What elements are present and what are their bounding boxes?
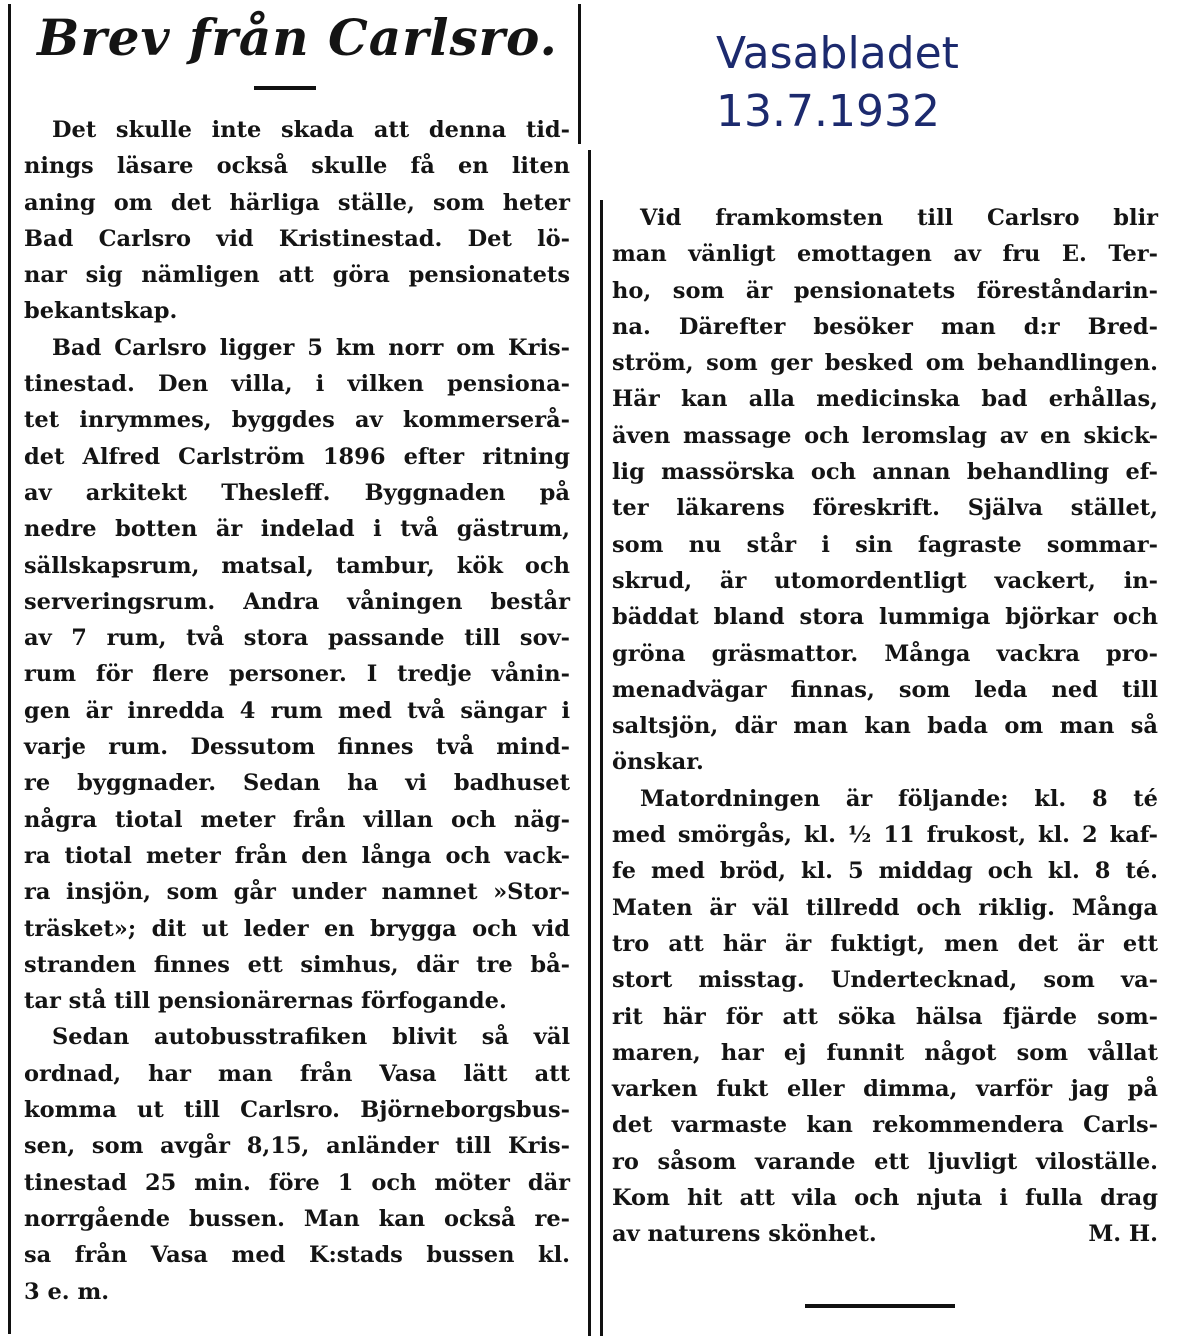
text-line: norrgående bussen. Man kan också re- — [24, 1205, 570, 1232]
text-line: stranden finnes ett simhus, där tre bå- — [24, 951, 570, 978]
headline-divider — [254, 86, 316, 90]
column-rule-right — [600, 200, 603, 1336]
article-column-right — [612, 200, 1158, 1253]
text-line: det Alfred Carlström 1896 efter ritning — [24, 443, 570, 470]
text-line: menadvägar finnas, som leda ned till — [612, 676, 1158, 703]
text-line: även massage och leromslag av en skick- — [612, 422, 1158, 449]
text-line: det varmaste kan rekommendera Carls- — [612, 1112, 1158, 1139]
text-line: sen, som avgår 8,15, anländer till Kris- — [24, 1133, 570, 1160]
column-rule-left — [8, 4, 11, 1334]
text-line: fe med bröd, kl. 5 middag och kl. 8 té. — [612, 858, 1158, 885]
text-line: Maten är väl tillredd och riklig. Många — [612, 894, 1158, 921]
text-line: Det skulle inte skada att denna tid- — [52, 117, 570, 143]
text-line: ra tiotal meter från den långa och vack- — [24, 842, 570, 869]
text-line: lig massörska och annan behandling ef- — [612, 459, 1158, 486]
column-rule-middle — [588, 150, 591, 1336]
text-line: sa från Vasa med K:stads bussen kl. — [24, 1242, 570, 1269]
text-line: tet inrymmes, byggdes av kommerserå- — [24, 407, 570, 434]
text-line: rit här för att söka hälsa fjärde som- — [612, 1003, 1158, 1030]
text-line: skrud, är utomordentligt vackert, in- — [612, 567, 1158, 594]
text-line: som nu står i sin fagraste sommar- — [612, 531, 1158, 558]
text-line: saltsjön, där man kan bada om man så — [612, 713, 1158, 740]
text-line: av 7 rum, två stora passande till sov- — [24, 625, 570, 652]
text-line: ho, som är pensionatets föreståndarin- — [612, 277, 1158, 304]
text-line: man vänligt emottagen av fru E. Ter- — [612, 241, 1158, 268]
text-line: Bad Carlsro vid Kristinestad. Det lö- — [24, 225, 570, 252]
text-line: tro att här är fuktigt, men det är ett — [612, 930, 1158, 957]
text-line: nings läsare också skulle få en liten — [24, 153, 570, 180]
text-line: träsket»; dit ut leder en brygga och vid — [24, 915, 570, 942]
text-line: aning om det härliga ställe, som heter — [24, 189, 570, 216]
text-line: varje rum. Dessutom finnes två mind- — [24, 734, 570, 761]
column-rule-middle-top — [578, 4, 581, 144]
text-line: gröna gräsmattor. Många vackra pro- — [612, 640, 1158, 667]
text-line: komma ut till Carlsro. Björneborgsbus- — [24, 1097, 570, 1124]
text-line: tinestad. Den villa, i vilken pensiona- — [24, 371, 570, 398]
text-line: önskar. — [612, 749, 704, 776]
text-line: Bad Carlsro ligger 5 km norr om Kris- — [52, 334, 570, 361]
text-line: ro såsom varande ett ljuvligt viloställe. — [612, 1148, 1158, 1175]
text-line: några tiotal meter från villan och näg- — [24, 806, 570, 833]
text-line: gen är inredda 4 rum med två sängar i — [24, 697, 570, 724]
text-line: av naturens skönhet. — [612, 1221, 877, 1248]
text-line: Matordningen är följande: kl. 8 té — [640, 785, 1158, 812]
text-line: bekantskap. — [24, 298, 178, 325]
text-line: maren, har ej funnit något som vållat — [612, 1039, 1158, 1066]
text-line: nedre botten är indelad i två gästrum, — [24, 516, 570, 543]
article-column-left — [24, 112, 570, 1310]
text-line: Här kan alla medicinska bad erhållas, — [612, 386, 1158, 413]
text-line: Vid framkomsten till Carlsro blir — [640, 205, 1158, 231]
text-line: bäddat bland stora lummiga björkar och — [612, 604, 1158, 631]
text-line: nar sig nämligen att göra pensionatets — [24, 262, 570, 289]
article-end-divider — [805, 1304, 955, 1308]
text-line: ström, som ger besked om behandlingen. — [612, 350, 1158, 377]
text-line: na. Därefter besöker man d:r Bred- — [612, 313, 1158, 340]
text-line: rum för flere personer. I tredje vånin- — [24, 661, 570, 688]
text-line: med smörgås, kl. ½ 11 frukost, kl. 2 kaf- — [612, 822, 1158, 849]
text-line: ordnad, har man från Vasa lätt att — [24, 1060, 570, 1087]
publication-date: 13.7.1932 — [716, 86, 940, 137]
text-line: sällskapsrum, matsal, tambur, kök och — [24, 552, 570, 579]
article-headline: Brev från Carlsro. — [37, 8, 558, 67]
text-line: Sedan autobusstrafiken blivit så väl — [52, 1024, 570, 1051]
text-line: 3 e. m. — [24, 1278, 110, 1305]
newspaper-name: Vasabladet — [716, 28, 959, 79]
text-line-last — [612, 1216, 1158, 1252]
text-line: Kom hit att vila och njuta i fulla drag — [612, 1185, 1158, 1212]
text-line: tinestad 25 min. före 1 och möter där — [24, 1169, 570, 1196]
text-line: varken fukt eller dimma, varför jag på — [612, 1076, 1158, 1103]
text-line: ter läkarens föreskrift. Själva stället, — [612, 495, 1158, 522]
text-line: serveringsrum. Andra våningen består — [24, 588, 570, 615]
text-line: stort misstag. Undertecknad, som va- — [612, 967, 1158, 994]
text-line: ra insjön, som går under namnet »Stor- — [24, 879, 570, 906]
text-line: tar stå till pensionärernas förfogande. — [24, 988, 507, 1015]
author-signature: M. H. — [1088, 1221, 1158, 1248]
text-line: av arkitekt Thesleff. Byggnaden på — [24, 479, 570, 506]
text-line: re byggnader. Sedan ha vi badhuset — [24, 770, 570, 797]
